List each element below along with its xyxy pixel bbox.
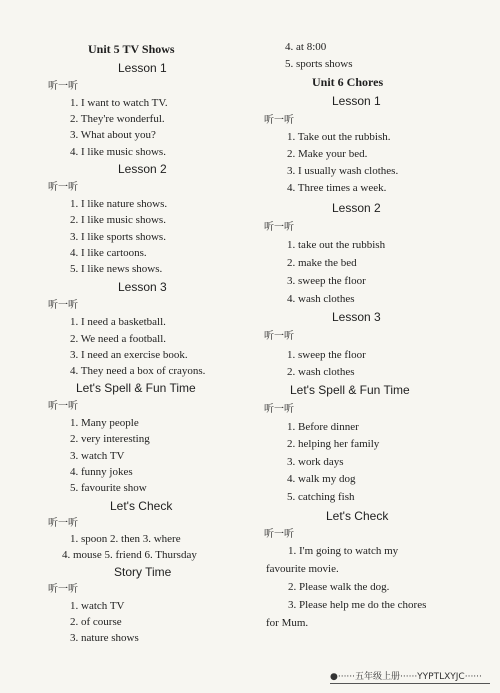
u5-lesson1-heading: Lesson 1 [118,61,167,75]
u5-story-item-cont: 4. at 8:00 [285,41,327,53]
u6-check-line: 3. Please help me do the chores [288,599,427,611]
u5-story-item: 1. watch TV [70,600,125,612]
u6-lesson2-heading: Lesson 2 [332,201,381,215]
u6-spell-item: 1. Before dinner [287,421,359,433]
u5-l2-item: 2. I like music shows. [70,214,166,226]
u6-spell-item: 5. catching fish [287,491,355,503]
u5-l3-item: 1. I need a basketball. [70,316,166,328]
u5-lesson2-heading: Lesson 2 [118,162,167,176]
u5-story-item: 3. nature shows [70,632,139,644]
u5-l3-listen-tag: 听一听 [48,300,78,311]
u6-check-line: 1. I'm going to watch my [288,545,399,557]
unit6-title: Unit 6 Chores [312,75,384,89]
u5-l1-item: 1. I want to watch TV. [70,97,168,109]
u6-l2-item: 3. sweep the floor [287,275,366,287]
u5-l1-item: 2. They're wonderful. [70,113,165,125]
u6-l1-item: 4. Three times a week. [287,182,387,194]
u5-spell-item: 2. very interesting [70,433,150,445]
page-footer: ●······五年级上册······YYPTLXYJC······ [330,672,482,682]
u6-check-line: favourite movie. [266,563,339,575]
u5-story-item-cont: 5. sports shows [285,58,353,70]
u5-l3-item: 4. They need a box of crayons. [70,365,206,377]
u5-spell-listen-tag: 听一听 [48,401,78,412]
u5-spell-heading: Let's Spell & Fun Time [76,381,196,395]
u6-check-line: 2. Please walk the dog. [288,581,390,593]
u6-spell-listen-tag: 听一听 [264,404,294,415]
u6-spell-item: 3. work days [287,456,344,468]
u6-spell-item: 4. walk my dog [287,473,356,485]
u5-story-heading: Story Time [114,565,172,579]
u5-story-item: 2. of course [70,616,122,628]
u6-l1-item: 1. Take out the rubbish. [287,131,391,143]
u5-l2-item: 4. I like cartoons. [70,247,147,259]
u5-spell-item: 5. favourite show [70,482,147,494]
u6-spell-heading: Let's Spell & Fun Time [290,383,410,397]
u6-l2-item: 4. wash clothes [287,293,355,305]
unit5-title: Unit 5 TV Shows [88,42,175,56]
u6-l2-listen-tag: 听一听 [264,222,294,233]
u6-lesson3-heading: Lesson 3 [332,310,381,324]
u5-l2-listen-tag: 听一听 [48,182,78,193]
u5-l1-item: 4. I like music shows. [70,146,166,158]
u5-l2-item: 3. I like sports shows. [70,231,166,243]
u6-l2-item: 1. take out the rubbish [287,239,386,251]
u5-lesson3-heading: Lesson 3 [118,280,167,294]
u5-l2-item: 5. I like news shows. [70,263,163,275]
u6-l1-item: 3. I usually wash clothes. [287,165,399,177]
u6-l3-listen-tag: 听一听 [264,331,294,342]
u6-l1-listen-tag: 听一听 [264,115,294,126]
u5-check-heading: Let's Check [110,499,173,513]
u5-story-listen-tag: 听一听 [48,584,78,595]
u5-l2-item: 1. I like nature shows. [70,198,168,210]
u5-l1-item: 3. What about you? [70,129,156,141]
u5-spell-item: 3. watch TV [70,450,125,462]
u5-spell-item: 4. funny jokes [70,466,133,478]
u6-l1-item: 2. Make your bed. [287,148,368,160]
u6-spell-item: 2. helping her family [287,438,380,450]
u5-check-line: 1. spoon 2. then 3. where [70,533,181,545]
u6-check-heading: Let's Check [326,509,389,523]
u5-l3-item: 3. I need an exercise book. [70,349,188,361]
u5-l3-item: 2. We need a football. [70,333,167,345]
footer-divider [330,683,490,684]
u6-l3-item: 1. sweep the floor [287,349,366,361]
u5-check-listen-tag: 听一听 [48,518,78,529]
u5-l1-listen-tag: 听一听 [48,81,78,92]
u6-lesson1-heading: Lesson 1 [332,94,381,108]
u6-l3-item: 2. wash clothes [287,366,355,378]
u5-check-line: 4. mouse 5. friend 6. Thursday [62,549,197,561]
u6-check-listen-tag: 听一听 [264,529,294,540]
u6-l2-item: 2. make the bed [287,257,357,269]
u6-check-line: for Mum. [266,617,309,629]
u5-spell-item: 1. Many people [70,417,139,429]
